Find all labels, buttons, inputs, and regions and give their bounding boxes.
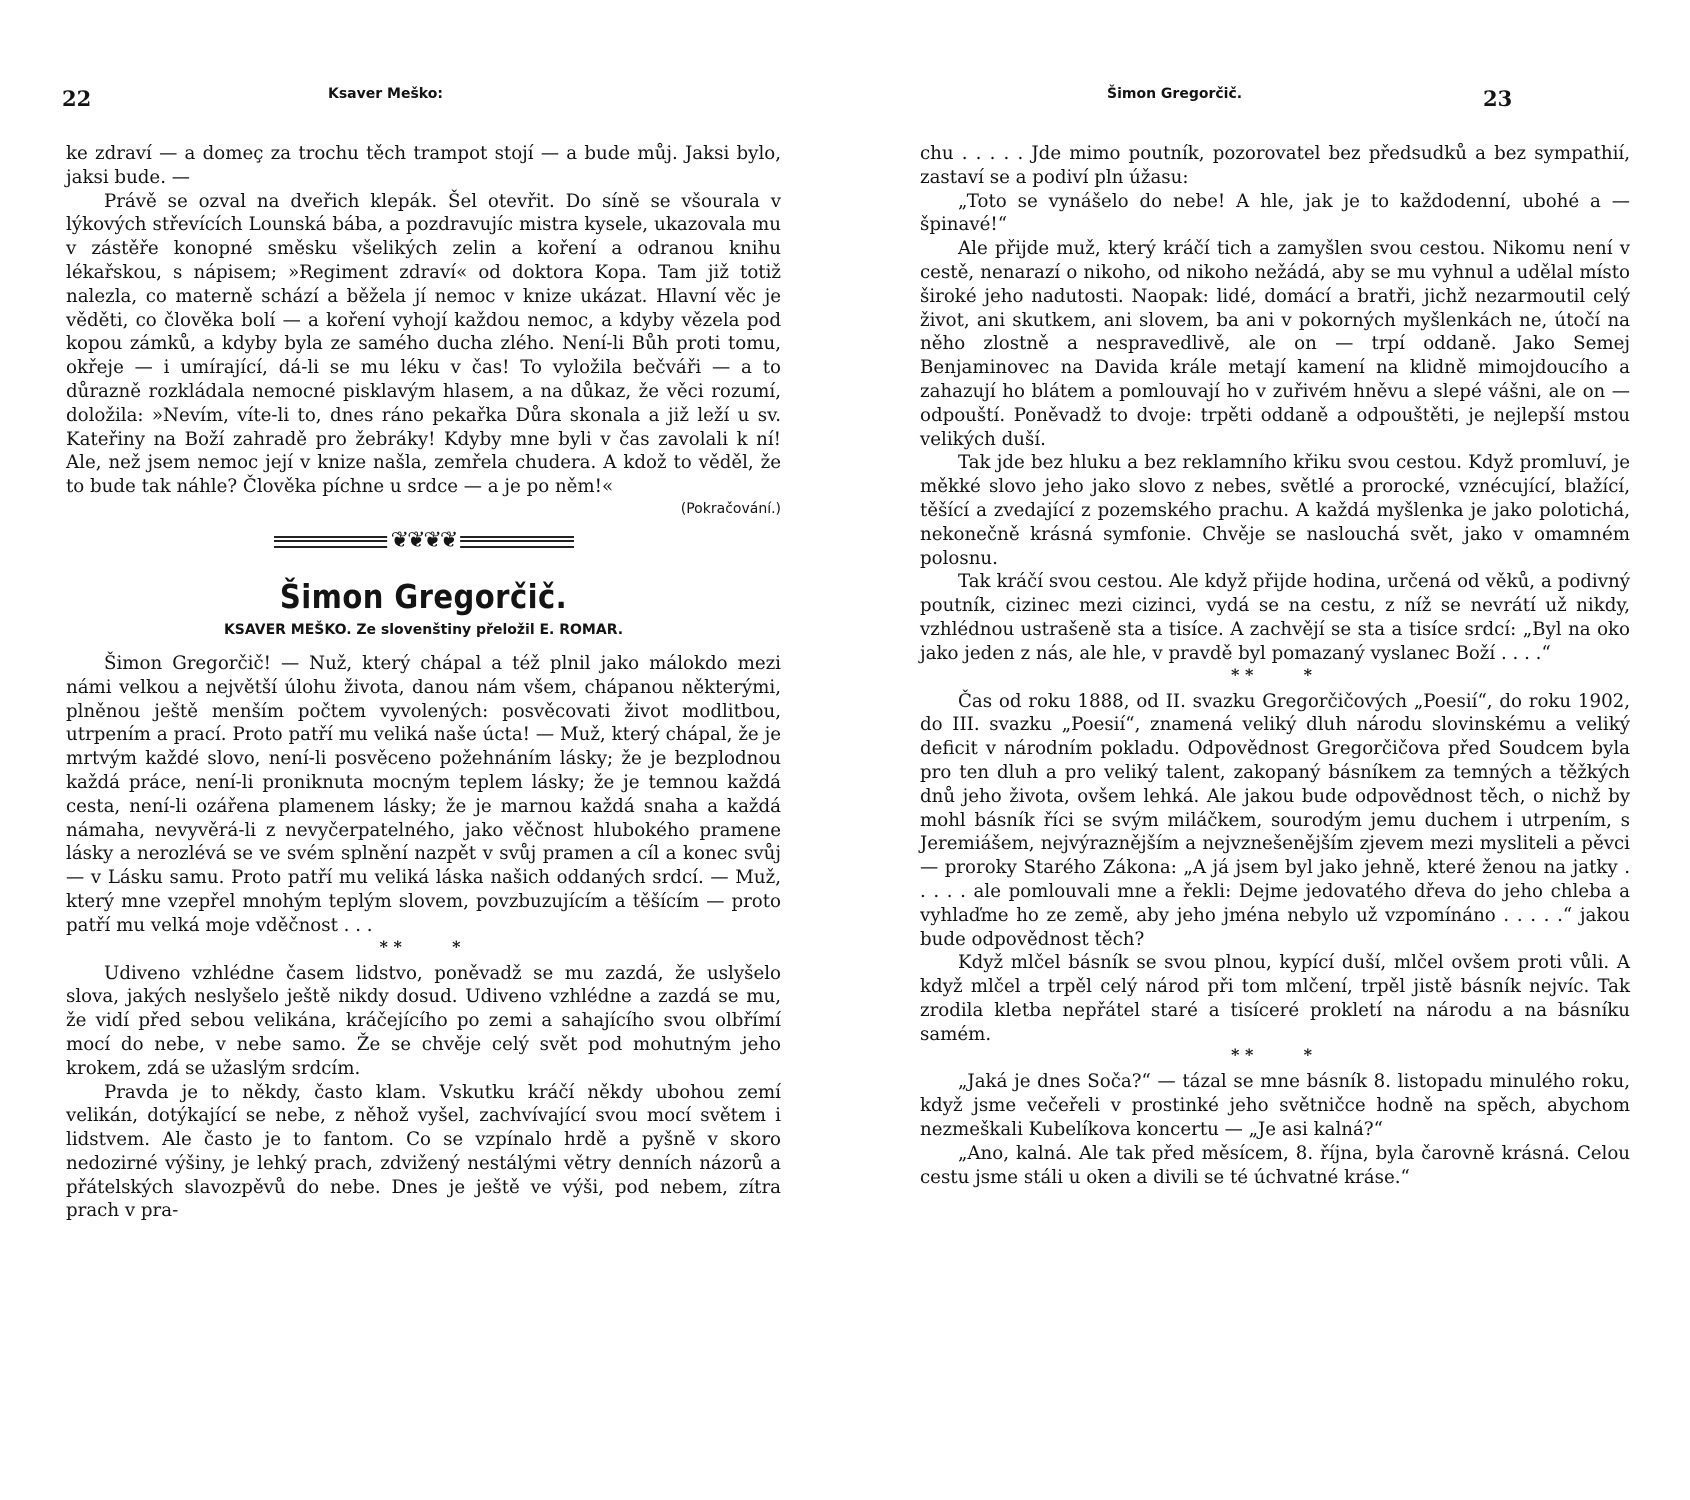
paragraph: Ale přijde muž, který kráčí tich a zamyšlen svou cestou. Nikomu není v cestě, nenarazí o nikoho, od nikoho nežádá, aby se mu vyhnul a udělal místo široké jeho nadutosti. Naopak: lidé, domácí a bratři, jichž nezarmoutil celý život, ani skutkem, ani slovem, ba ani v pokorných myšlenkách ne, útočí na něho zlostně a nespravedlivě, ale on — trpí oddaně. Jako Semej Benjaminovec na Davida krále metají kamení na klidně mimojdoucího a zahazují ho blátem a pomlouvají ho v zuřivém hněvu a slepé vášni, ale on — odpouští. Poněvadž to dvoje: trpěti oddaně a odpouštěti, je nejlepší mstou velikých duší. [920,238,1630,450]
paragraph: chu . . . . . Jde mimo poutník, pozorovatel bez předsudků a bez sympathií, zastaví se a podiví pln úžasu: [920,143,1630,188]
paragraph: Udiveno vzhlédne časem lidstvo, poněvadž se mu zazdá, že uslyšelo slova, jakých neslyšelo ještě nikdy dosud. Udiveno vzhlédne a zazdá se mu, že vidí před sebou velikána, kráčejícího po zemi a sahajícího svou olbřímí mocí do nebe, v nebe samo. Že se chvěje celý svět pod mohutným jeho krokem, zdá se užaslým srdcím. [66,962,781,1079]
page-number: 23 [1483,86,1513,111]
paragraph: Šimon Gregorčič! — Nuž, který chápal a též plnil jako málokdo mezi námi velkou a největší úlohu života, danou nám všem, chápanou některými, plněnou ještě menším počtem vyvolených: posvěcovati život modlitbou, utrpením a prací. Proto patří mu veliká naše úcta! — Muž, který chápal, že je mrtvým každé slovo, není-li posvěceno požehnáním lásky; že je bezplodnou každá práce, není-li proniknuta mocným teplem lásky; že je temnou každá cesta, není-li ozářena plamenem lásky; že je marnou každá snaha a každá námaha, nevyvěrá-li z nevyčerpatelného, jako věčnost hlubokého pramene lásky a nerozlévá se ve svém splnění nazpět v svůj pramen a cíl a konec svůj — v Lásku samu. Proto patří mu veliká láska našich oddaných srdcí. — Muž, který mne vzepřel mnohým teplým slovem, povzbuzujícím a těšícím — proto patří mu velká moje vděčnost . . . [66,652,781,936]
paragraph: „Toto se vynášelo do nebe! A hle, jak je to každodenní, ubohé a — špinavé!“ [920,190,1630,236]
running-head: Ksaver Meško: [328,86,443,102]
right-page [845,0,1690,1500]
byline: KSAVER MEŠKO. Ze slovenštiny přeložil E. ROMAR. [223,621,624,638]
left-page [0,0,830,1500]
article-title: Šimon Gregorčič. [279,576,568,616]
paragraph: „Jaká je dnes Soča?“ — tázal se mne básník 8. listopadu minulého roku, když jsme večeřeli v prostinké jeho světničce hodně na spěch, abychom nezmeškali Kubelíkova koncertu — „Je asi kalná?“ [920,1071,1630,1141]
paragraph: Tak jde bez hluku a bez reklamního křiku svou cestou. Když promluví, je měkké slovo jeho jako slovo z nebes, světlé a prorocké, vznécující, blažící, těšící a zvedající z pozemského prachu. A každá myšlenka je jako polotichá, nekonečně krásná symfonie. Chvěje se naslouchá svět, jako v omamném polosnu. [920,452,1630,569]
continued-note: (Pokračování.) [680,500,781,517]
paragraph: Právě se ozval na dveřich klepák. Šel otevřit. Do síně se všourala v lýkových střevících Lounská bába, a pozdravujíc mistra kysele, ukazovala mu v zástěře konopné směsku všelikých zelin a koření a odranou knihu lékařskou, s nápisem; »Regiment zdraví« od doktora Kopa. Tam již totiž nalezla, co materně schází a běžela jí nemoc v knize ukázat. Hlavní věc je věděti, co člověka bolí — a koření vyhojí každou nemoc, a kdyby vězela pod kopou zámků, a kdyby byla ze samého ducha zlého. Není-li Bůh proti tomu, okřeje — i umírající, dá-li se mu léku v čas! To vyložila bečváři — a to důrazně rozkládala nemocné pisklavým hlasem, a na důkaz, že věci rozumí, doložila: »Nevím, víte-li to, dnes ráno pekařka Důra skonala a již leží u sv. Kateřiny na Boží zahradě pro žebráky! Kdyby mne byli v čas zavolali k ní! Ale, než jsem nemoc její v knize našla, zemřela chudera. A kdož to věděl, že to bude tak náhle? Člověka píchne u srdce — a je po něm!« [66,190,781,498]
section-separator: * * * [379,936,461,956]
page-number: 22 [62,86,92,111]
paragraph: Čas od roku 1888, od II. svazku Gregorčičových „Poesií“, do roku 1902, do III. svazku „Poesií“, znamená veliký dluh národu slovinskému a veliký deficit v národním pokladu. Odpovědnost Gregorčičova před Soudcem byla pro ten dluh a pro veliký talent, zakopaný básníkem za temných a těžkých dnů jeho života, ovšem lehká. Ale jakou bude odpovědnost těch, o nichž by mohl básník říci se svým miláčkem, sourodým jemu duchem i utrpením, s Jeremiášem, nejvýraznějším a nejvznešenějším zjevem mezi mysliteli a pěvci — proroky Starého Zákona: „A já jsem byl jako jehně, které ženou na jatky . . . . . ale pomlouvali mne a řekli: Dejme jedovatého dřeva do jeho chleba a vyhlaďme ho ze země, aby jeho jména nebylo už vzpomínáno . . . . .“ jakou bude odpovědnost těch? [920,690,1630,950]
section-separator: * * * [1231,664,1312,684]
paragraph: Tak kráčí svou cestou. Ale když přijde hodina, určená od věků, a podivný poutník, cizinec mezi cizinci, vydá se na cestu, z níž se nevrátí už nikdy, vzhlédnou ustrašeně sta a tisíce. A zachvějí se sta a tisíce srdcí: „Byl na oko jako jeden z nás, ale hle, v pravdě byl pomazaný vyslanec Boží . . . .“ [920,571,1630,664]
text-column [920,142,1630,1189]
running-head: Šimon Gregorčič. [1107,86,1243,102]
ornamental-divider: ❦❦❦❦ [274,531,574,555]
paragraph: Když mlčel básník se svou plnou, kypící duší, mlčel ovšem proti vůli. A když mlčel a trpěl celý národ při tom mlčení, trpěl jistě básník nejvíc. Tak zrodila kletba nepřátel staré a tisíceré prokletí na národu a na básníku samém. [920,952,1630,1045]
paragraph: Pravda je to někdy, často klam. Vskutku kráčí někdy ubohou zemí velikán, dotýkající se nebe, z něhož vyšel, zachvívající svou mocí světem i lidstvem. Ale často je to fantom. Co se vzpínalo hrdě a pyšně v skoro nedozirné výšiny, je lehký prach, zdvižený nestálými větry denních názorů a přátelských slavozpěvů do nebe. Dnes je ještě ve výši, pod nebem, zítra prach v pra- [66,1081,781,1222]
paragraph: „Ano, kalná. Ale tak před měsícem, 8. října, byla čarovně krásná. Celou cestu jsme stáli u oken a divili se té úchvatné kráse.“ [920,1142,1630,1188]
text-column [66,142,781,1223]
paragraph: ke zdraví — a domeç za trochu těch trampot stojí — a bude můj. Jaksi bylo, jaksi bude. — [66,143,781,188]
section-separator: * * * [1231,1045,1312,1065]
